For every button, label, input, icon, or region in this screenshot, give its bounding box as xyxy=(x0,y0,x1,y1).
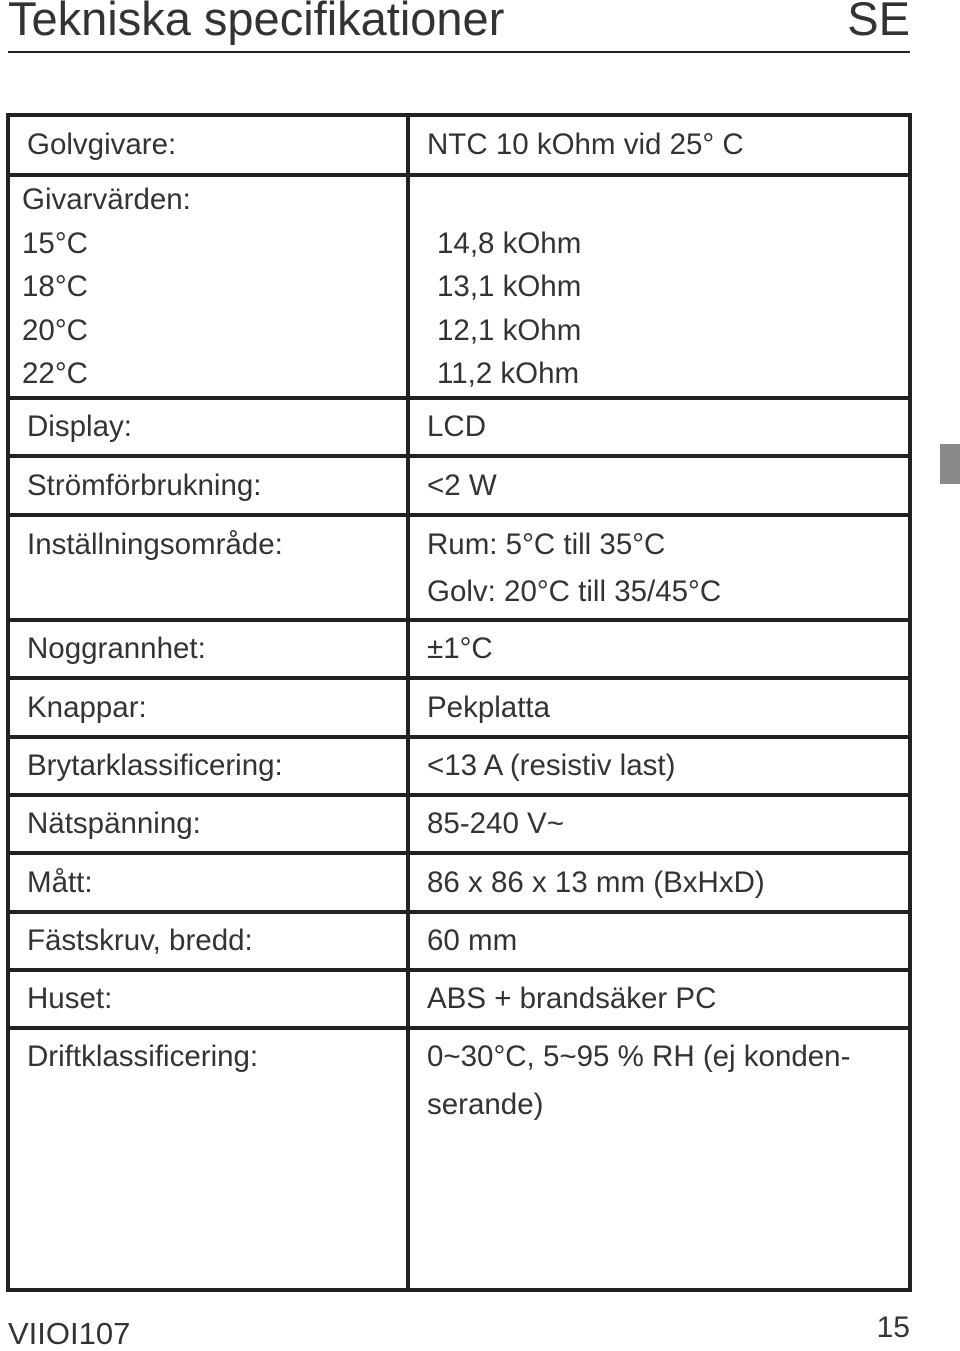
sensor-temp: 15°C xyxy=(22,226,88,260)
spec-row-accuracy xyxy=(10,622,908,680)
spec-row-switch-rating xyxy=(10,739,908,797)
sensor-resistance: 13,1 kOhm xyxy=(437,270,582,304)
spec-table xyxy=(6,113,912,1292)
spec-label: Strömförbrukning: xyxy=(10,458,410,513)
sensor-resistance: 14,8 kOhm xyxy=(437,226,582,260)
document-code: VIIOI107 xyxy=(8,1316,131,1351)
spec-value-line: Golv: 20°C till 35/45°C xyxy=(427,575,722,608)
spec-label: Noggrannhet: xyxy=(10,622,410,676)
spec-value: <2 W xyxy=(427,468,497,502)
spec-value: 60 mm xyxy=(427,924,518,958)
spec-value: LCD xyxy=(427,410,487,444)
spec-value: 85-240 V~ xyxy=(427,807,564,841)
spec-row-supply-voltage xyxy=(10,797,908,855)
spec-value-line: 0~30°C, 5~95 % RH (ej konden- xyxy=(427,1040,851,1073)
spec-label: Givarvärden: xyxy=(22,183,191,216)
spec-label: Nätspänning: xyxy=(10,797,410,851)
spec-label: Driftklassificering: xyxy=(10,1030,410,1288)
spec-value: ABS + brandsäker PC xyxy=(427,982,717,1016)
spec-row-display xyxy=(10,400,908,458)
spec-value: ±1°C xyxy=(427,632,493,666)
spec-label: Mått: xyxy=(10,855,410,910)
spec-value-cell xyxy=(410,177,908,396)
spec-row-mounting-screw-width xyxy=(10,914,908,972)
spec-value: NTC 10 kOhm vid 25° C xyxy=(427,128,744,162)
spec-label: Display: xyxy=(10,400,410,454)
spec-value-cell xyxy=(410,517,908,618)
spec-row-operating-conditions xyxy=(10,1030,908,1288)
sensor-temp: 20°C xyxy=(22,313,88,347)
spec-row-sensor-values xyxy=(10,177,908,400)
spec-row-housing xyxy=(10,972,908,1030)
spec-value-cell xyxy=(410,1030,908,1288)
spec-row-floor-sensor xyxy=(10,117,908,177)
spec-label: Inställningsområde: xyxy=(10,517,410,618)
page-number: 15 xyxy=(876,1311,910,1344)
spec-label: Fästskruv, bredd: xyxy=(10,914,410,968)
spec-value: 86 x 86 x 13 mm (BxHxD) xyxy=(427,865,765,899)
spec-value: Pekplatta xyxy=(427,690,550,724)
language-code: SE xyxy=(847,0,910,45)
section-index-tab xyxy=(940,444,960,484)
spec-row-setting-range xyxy=(10,517,908,622)
spec-value-line: Rum: 5°C till 35°C xyxy=(427,528,666,561)
spec-label: Knappar: xyxy=(10,680,410,735)
header-rule xyxy=(8,51,910,53)
spec-label: Golvgivare: xyxy=(10,117,410,173)
spec-row-power-consumption xyxy=(10,458,908,517)
spec-row-dimensions xyxy=(10,855,908,914)
sensor-resistance: 11,2 kOhm xyxy=(437,357,580,391)
spec-label-cell xyxy=(10,177,410,396)
sensor-temp: 18°C xyxy=(22,270,88,304)
spec-row-buttons xyxy=(10,680,908,739)
spec-label: Huset: xyxy=(10,972,410,1026)
page-title: Tekniska specifikationer xyxy=(8,0,505,45)
spec-value: <13 A (resistiv last) xyxy=(427,749,676,783)
spec-label: Brytarklassificering: xyxy=(10,739,410,793)
sensor-temp: 22°C xyxy=(22,357,88,391)
sensor-resistance: 12,1 kOhm xyxy=(437,313,582,347)
spec-value-line: serande) xyxy=(427,1088,544,1121)
